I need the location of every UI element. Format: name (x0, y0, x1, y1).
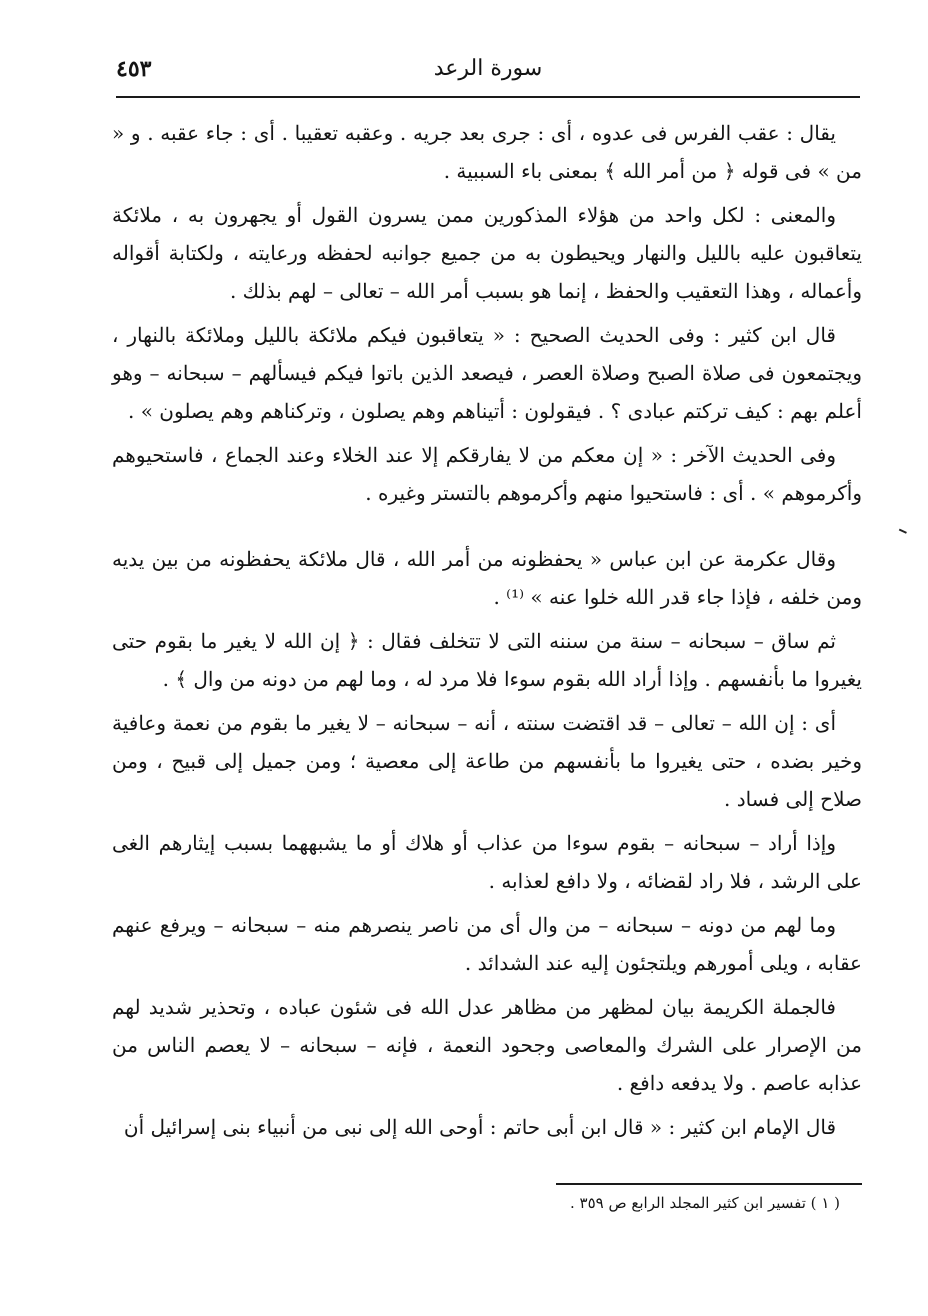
paragraph-4: وفى الحديث الآخر : « إن معكم من لا يفارقكم إلا عند الخلاء وعند الجماع ، فاستحيوهم وأكرموهم » . أى : فاستحيوا منهم وأكرموهم بالتستر وغيره . (112, 443, 862, 505)
paragraph-8: وإذا أراد – سبحانه – بقوم سوءا من عذاب أو هلاك أو ما يشبههما بسبب إيثارهم الغى على الرشد ، فلا راد لقضائه ، ولا دافع لعذابه . (112, 831, 862, 893)
paragraph-7: أى : إن الله – تعالى – قد اقتضت سنته ، أنه – سبحانه – لا يغير ما بقوم من نعمة وعافية وخير بضده ، حتى يغيروا ما بأنفسهم من طاعة إلى معصية ؛ ومن جميل إلى قبيح ، ومن صلاح إلى فساد . (112, 711, 862, 811)
surah-title: سورة الرعد (433, 56, 543, 81)
paragraph-2: والمعنى : لكل واحد من هؤلاء المذكورين ممن يسرون القول أو يجهرون به ، ملائكة يتعاقبون عليه بالليل والنهار ويحيطون به من جميع جوانبه لحفظه ورعايته ، ولكتابة أقواله وأعماله ، وهذا التعقيب والحفظ ، إنما هو بسبب أمر الله – تعالى – لهم بذلك . (112, 203, 863, 303)
paragraph-6: ثم ساق – سبحانه – سنة من سننه التى لا تتخلف فقال : ﴿ إن الله لا يغير ما بقوم حتى يغيروا ما بأنفسهم . وإذا أراد الله بقوم سوءا فلا مرد له ، وما لهم من دونه من وال ﴾ . (112, 629, 862, 691)
paragraph-5: وقال عكرمة عن ابن عباس « يحفظونه من أمر الله ، قال ملائكة يحفظونه من بين يديه ومن خلفه ، فإذا جاء قدر الله خلوا عنه » ⁽¹⁾ . (112, 547, 862, 609)
page-body (112, 114, 862, 1152)
paragraph-11: قال الإمام ابن كثير : « قال ابن أبى حاتم : أوحى الله إلى نبى من أنبياء بنى إسرائيل أن (123, 1115, 836, 1139)
footnote: ( ١ ) تفسير ابن كثير المجلد الرابع ص ٣٥٩ . (570, 1194, 840, 1212)
footnote-divider (556, 1183, 862, 1185)
paragraph-1: يقال : عقب الفرس فى عدوه ، أى : جرى بعد جريه . وعقبه تعقيبا . أى : جاء عقبه . و « من » فى قوله ﴿ من أمر الله ﴾ بمعنى باء السببية . (112, 121, 862, 183)
paragraph-gap (112, 518, 862, 540)
margin-mark (897, 529, 907, 538)
paragraph-9: وما لهم من دونه – سبحانه – من وال أى من ناصر ينصرهم منه – سبحانه – ويرفع عنهم عقابه ، ويلى أمورهم ويلتجئون إليه عند الشدائد . (112, 913, 862, 975)
page-header (116, 50, 860, 98)
page-number: ٤٥٣ (116, 56, 152, 82)
paragraph-3: قال ابن كثير : وفى الحديث الصحيح : « يتعاقبون فيكم ملائكة بالليل وملائكة بالنهار ، ويجتمعون فى صلاة الصبح وصلاة العصر ، فيصعد الذين باتوا فيكم فيسألهم – سبحانه – وهو أعلم بهم : كيف تركتم عبادى ؟ . فيقولون : أتيناهم وهم يصلون ، وتركناهم وهم يصلون » . (112, 323, 862, 423)
paragraph-10: فالجملة الكريمة بيان لمظهر من مظاهر عدل الله فى شئون عباده ، وتحذير شديد لهم من الإصرار على الشرك والمعاصى وجحود النعمة ، فإنه – سبحانه – لا يعصم الناس من عذابه عاصم . ولا يدفعه دافع . (112, 995, 862, 1095)
